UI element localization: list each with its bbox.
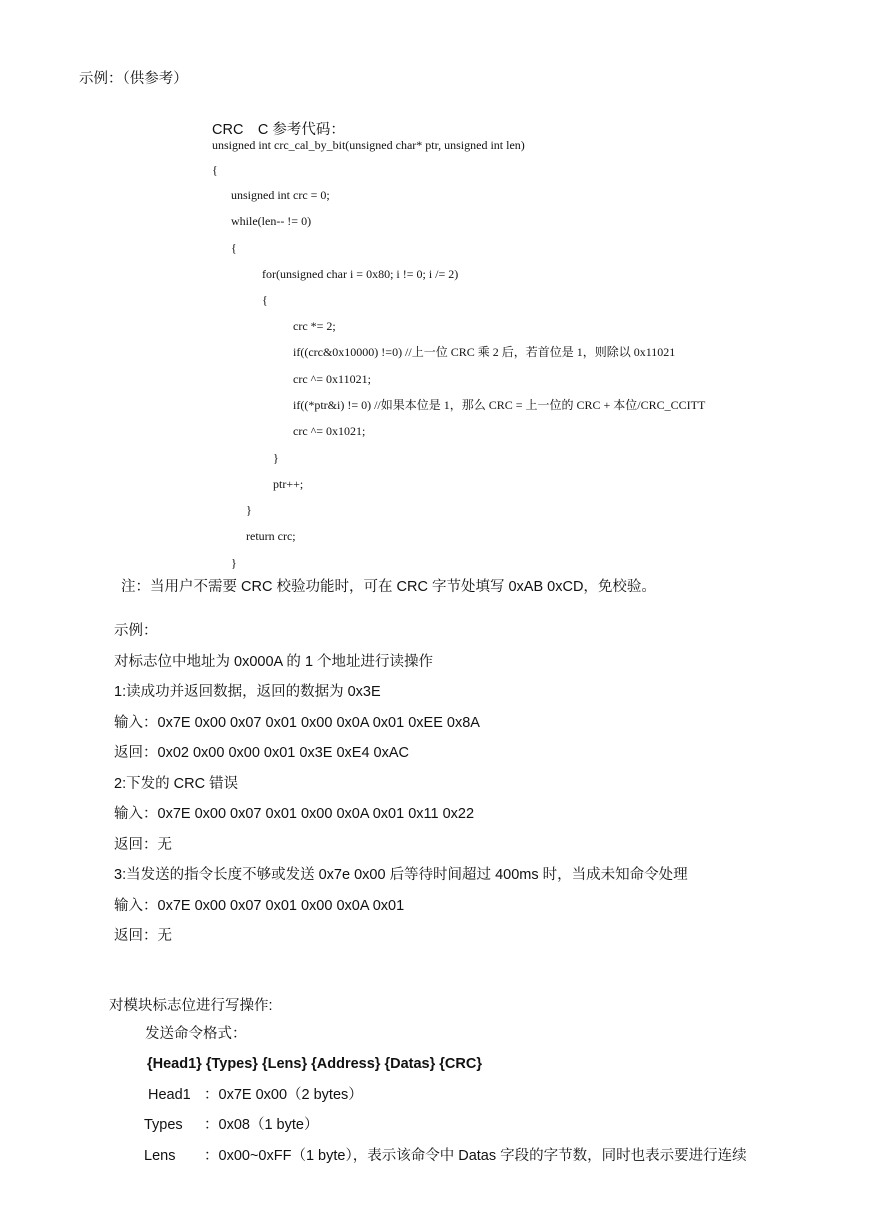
code-line: { [212,163,218,177]
example-line: 输入：0x7E 0x00 0x07 0x01 0x00 0x0A 0x01 0x11 0x22 [114,806,475,822]
field-name-head1: Head1 [148,1087,191,1103]
code-line: if((*ptr&i) != 0) //如果本位是 1，那么 CRC = 上一位的 CRC + 本位/CRC_CCITT [293,398,706,412]
code-line: } [231,556,237,570]
code-line: for(unsigned char i = 0x80; i != 0; i /= 2) [262,267,459,281]
code-line: if((crc&0x10000) !=0) //上一位 CRC 乘 2 后，若首位是 1，则除以 0x11021 [293,345,676,359]
field-name-types: Types [144,1117,183,1133]
example-line: 3:当发送的指令长度不够或发送 0x7e 0x00 后等待时间超过 400ms 时，当成未知命令处理 [114,867,688,883]
code-line: } [273,451,279,465]
code-line: crc ^= 0x1021; [293,424,366,438]
example-line: 输入：0x7E 0x00 0x07 0x01 0x00 0x0A 0x01 0xEE 0x8A [114,715,480,731]
example-line: 1:读成功并返回数据，返回的数据为 0x3E [114,684,381,700]
code-line: crc *= 2; [293,319,336,333]
code-line: unsigned int crc_cal_by_bit(unsigned char* ptr, unsigned int len) [212,138,525,152]
example-line: 2:下发的 CRC 错误 [114,776,239,792]
example-line: 返回：0x02 0x00 0x00 0x01 0x3E 0xE4 0xAC [114,745,409,761]
example-line: 对标志位中地址为 0x000A 的 1 个地址进行读操作 [114,654,434,670]
send-format-label: 发送命令格式： [145,1026,247,1042]
command-format: {Head1} {Types} {Lens} {Address} {Datas} {CRC} [147,1056,482,1072]
example-line: 返回：无 [114,837,172,853]
field-name-lens: Lens [144,1148,176,1164]
example-reference-heading: 示例：（供参考） [79,71,188,87]
field-value-lens: ：0x00~0xFF（1 byte），表示该命令中 Datas 字段的字节数，同时也表示要进行连续 [204,1148,747,1164]
example-line: 输入：0x7E 0x00 0x07 0x01 0x00 0x0A 0x01 [114,898,405,914]
code-line: { [262,293,268,307]
crc-code-header: CRC C 参考代码： [212,122,345,138]
code-line: ptr++; [273,477,304,491]
write-section-title: 对模块标志位进行写操作: [109,998,273,1014]
crc-note: 注：当用户不需要 CRC 校验功能时，可在 CRC 字节处填写 0xAB 0xCD，免校验。 [121,579,656,595]
code-line: } [246,503,252,517]
field-value-head1: ：0x7E 0x00（2 bytes） [204,1087,363,1103]
code-line: return crc; [246,529,296,543]
code-line: unsigned int crc = 0; [231,188,330,202]
code-line: { [231,241,237,255]
example-title: 示例： [114,623,158,639]
example-line: 返回：无 [114,928,172,944]
field-value-types: ：0x08（1 byte） [204,1117,319,1133]
code-line: crc ^= 0x11021; [293,372,371,386]
code-line: while(len-- != 0) [231,214,312,228]
